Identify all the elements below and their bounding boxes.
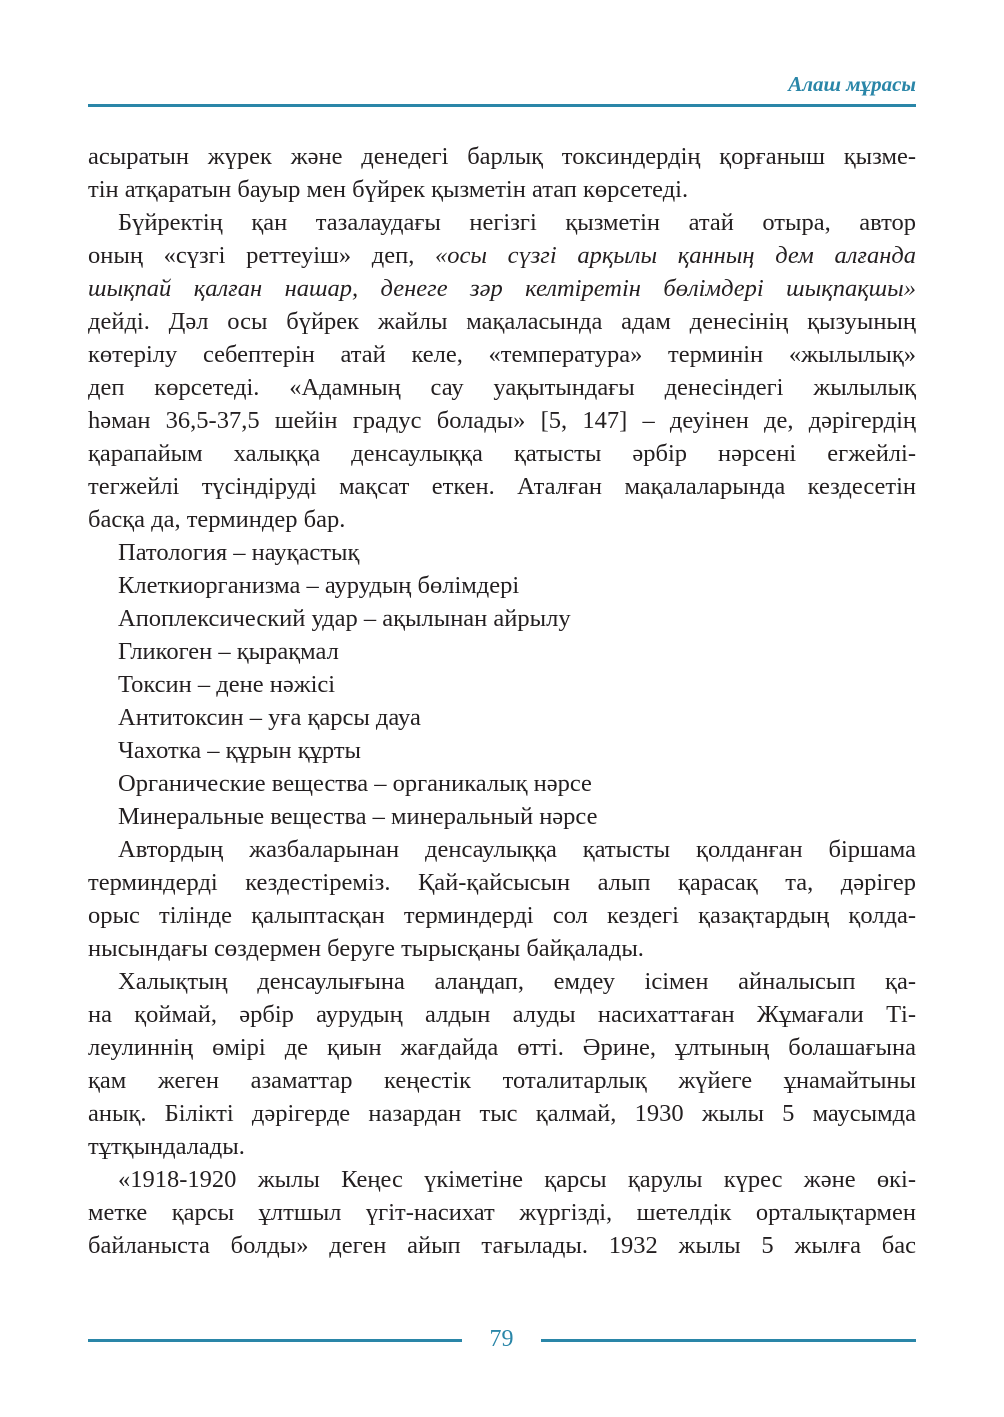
text-line: Бүйректің қан тазалаудағы негізгі қызметін атай отыра, автор (118, 209, 916, 236)
text-line: «1918-1920 жылы Кеңес үкіметіне қарсы қарулы күрес және өкі- (118, 1166, 916, 1193)
text-line: анық. Білікті дәрігерде назардан тыс қалмай, 1930 жылы 5 маусымда (88, 1100, 916, 1127)
body-text (88, 140, 916, 1262)
text-line: тегжейлі түсіндіруді мақсат еткен. Аталған мақалаларында кездесетін (88, 473, 916, 500)
text-line: леулиннің өмірі де қиын жағдайда өтті. Әрине, ұлтының болашағына (88, 1034, 916, 1061)
quoted-italic-text: шықпай қалған нашар, денеге зәр келтіретін бөлімдері шықпақшы» (88, 275, 916, 302)
text-line: қам жеген азаматтар кеңестік тоталитарлық жүйеге ұнамайтыны (88, 1067, 916, 1094)
term-entry: Антитоксин – уға қарсы дауа (118, 704, 421, 731)
text-line (88, 239, 916, 272)
text-line (88, 272, 916, 305)
text-line: на қоймай, әрбір аурудың алдын алуды насихаттаған Жұмағали Ті- (88, 1001, 916, 1028)
text-segment: оның «сүзгі реттеуіш» деп, (88, 242, 435, 269)
term-entry: Токсин – дене нәжісі (118, 671, 336, 698)
footer-rule-left (88, 1339, 462, 1342)
term-entry: Минеральные вещества – минеральный нәрсе (118, 803, 598, 830)
text-line: терминдерді кездестіреміз. Қай-қайсысын алып қарасақ та, дәрігер (88, 869, 916, 896)
header-rule (88, 104, 916, 107)
term-entry: Апоплексический удар – ақылынан айрылу (118, 605, 571, 632)
text-line: Автордың жазбаларынан денсаулыққа қатысты қолданған біршама (118, 836, 916, 863)
footer-rule-right (541, 1339, 916, 1342)
text-line: Халықтың денсаулығына алаңдап, емдеу ісімен айналысып қа- (118, 968, 916, 995)
running-header-title: Алаш мұрасы (788, 72, 916, 96)
text-line: басқа да, терминдер бар. (88, 506, 346, 533)
text-line: асыратын жүрек және денедегі барлық токсиндердің қорғаныш қызме- (88, 143, 916, 170)
text-line: дейді. Дәл осы бүйрек жайлы мақаласында адам денесінің қызуының (88, 308, 916, 335)
text-line: нысындағы сөздермен беруге тырысқаны байқалады. (88, 935, 644, 962)
text-line: һәман 36,5-37,5 шейін градус болады» [5, 147] – деуінен де, дәрігердің (88, 407, 916, 434)
term-entry: Органические вещества – органикалық нәрсе (118, 770, 592, 797)
term-entry: Чахотка – құрын құрты (118, 737, 362, 764)
term-entry: Патология – науқастық (118, 539, 360, 566)
text-line: деп көрсетеді. «Адамның сау уақытындағы денесіндегі жылылық (88, 374, 916, 401)
term-entry: Гликоген – қырақмал (118, 638, 339, 665)
text-line: орыс тілінде қалыптасқан терминдерді сол кездегі қазақтардың қолда- (88, 902, 916, 929)
term-entry: Клеткиорганизма – аурудың бөлімдері (118, 572, 520, 599)
text-line: метке қарсы ұлтшыл үгіт-насихат жүргізді, шетелдік орталықтармен (88, 1199, 916, 1226)
quoted-italic-text: «осы сүзгі арқылы қанның дем алғанда (435, 242, 916, 269)
page-number: 79 (489, 1326, 514, 1352)
text-line: байланыста болды» деген айып тағылады. 1932 жылы 5 жылға бас (88, 1232, 916, 1259)
text-line: тұтқындалады. (88, 1133, 245, 1160)
text-line: көтерілу себептерін атай келе, «температура» терминін «жылылық» (88, 341, 916, 368)
text-line: тін атқаратын бауыр мен бүйрек қызметін атап көрсетеді. (88, 176, 689, 203)
text-line: қарапайым халыққа денсаулыққа қатысты әрбір нәрсені егжейлі- (88, 440, 916, 467)
